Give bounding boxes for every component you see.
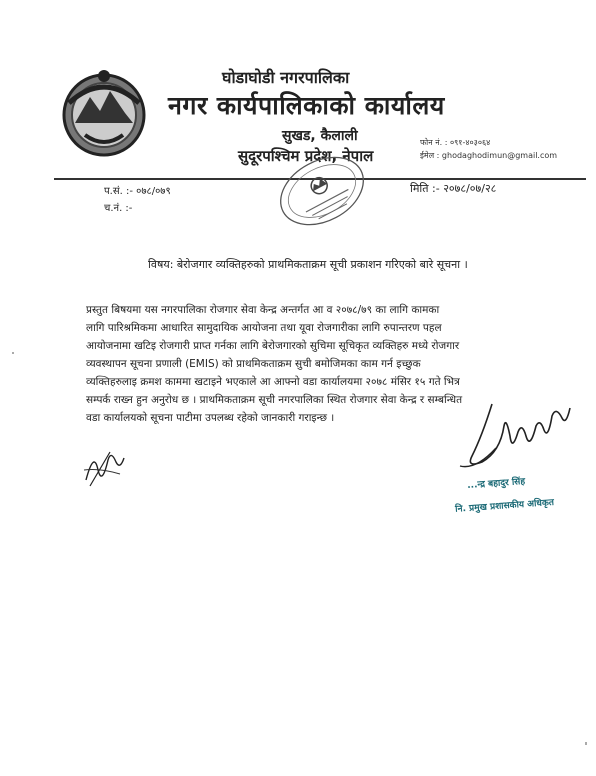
- letter-date: मिति :- २०७८/०७/२८: [410, 182, 497, 195]
- letter-number: प.सं. :- ०७८/०७९: [104, 186, 171, 197]
- officer-title: नि. प्रमुख प्रशासकीय अधिकृत: [454, 497, 555, 515]
- body-line: प्रस्तुत बिषयमा यस नगरपालिका रोजगार सेवा केन्द्र अन्तर्गत आ व २०७८/७९ का लागि कामका: [86, 304, 440, 316]
- municipality-name: घोडाघोडी नगरपालिका: [222, 68, 350, 87]
- contact-block: [420, 136, 557, 162]
- office-name: नगर कार्यपालिकाको कार्यालय: [168, 91, 445, 120]
- nepal-emblem-logo-icon: [55, 63, 153, 163]
- province-name: सुदूरपश्चिम प्रदेश, नेपाल: [238, 147, 374, 165]
- email-address: ईमेल : ghodaghodimun@gmail.com: [420, 151, 558, 160]
- body-line: व्यक्तिहरुलाइ क्रमश काममा खटाइने भएकाले आ आफ्नो वडा कार्यालयमा २०७८ मंसिर १५ गते भित्र: [86, 376, 460, 388]
- office-location: सुखड, कैलाली: [282, 128, 358, 144]
- body-line: आयोजनामा खटिइ रोजगारी प्राप्त गर्नका लागि बेरोजगारको सुचिमा सूचिकृत व्यक्तिहरु मध्ये रोजगार: [86, 340, 460, 352]
- subject-line: विषय: बेरोजगार व्यक्तिहरुको प्राथमिकताक्रम सूची प्रकाशन गरिएको बारे सूचना ।: [148, 258, 468, 271]
- reference-block: [104, 183, 171, 217]
- initials-signature: [80, 440, 128, 490]
- officer-signature: [452, 396, 580, 482]
- body-line: सम्पर्क राख्न हुन अनुरोध छ । प्राथमिकताक्रम सूची नगरपालिका स्थित रोजगार सेवा केन्द्र र सम्बन्धित: [86, 394, 463, 406]
- dispatch-number: च.नं. :-: [104, 203, 133, 214]
- phone-number: फोन नं. : ०९१-४०३०६४: [420, 138, 491, 147]
- body-line: लागि पारिश्रमिकमा आधारित सामुदायिक आयोजना तथा यूवा रोजगारीका लागि रुपान्तरण पहल: [86, 322, 442, 334]
- scan-speck: [12, 352, 14, 354]
- office-seal-icon: [268, 152, 376, 230]
- body-line: वडा कार्यालयको सूचना पाटीमा उपलब्ध रहेको जानकारी गराइन्छ ।: [86, 412, 335, 424]
- scan-speck: [585, 742, 587, 745]
- officer-name-stamp: [455, 474, 593, 536]
- officer-name: ...न्द्र बहादुर सिंह: [466, 476, 526, 491]
- body-line: व्यवस्थापन सूचना प्रणाली (EMIS) को प्राथमिकताक्रम सुची बमोजिमका काम गर्न इच्छुक: [86, 358, 421, 370]
